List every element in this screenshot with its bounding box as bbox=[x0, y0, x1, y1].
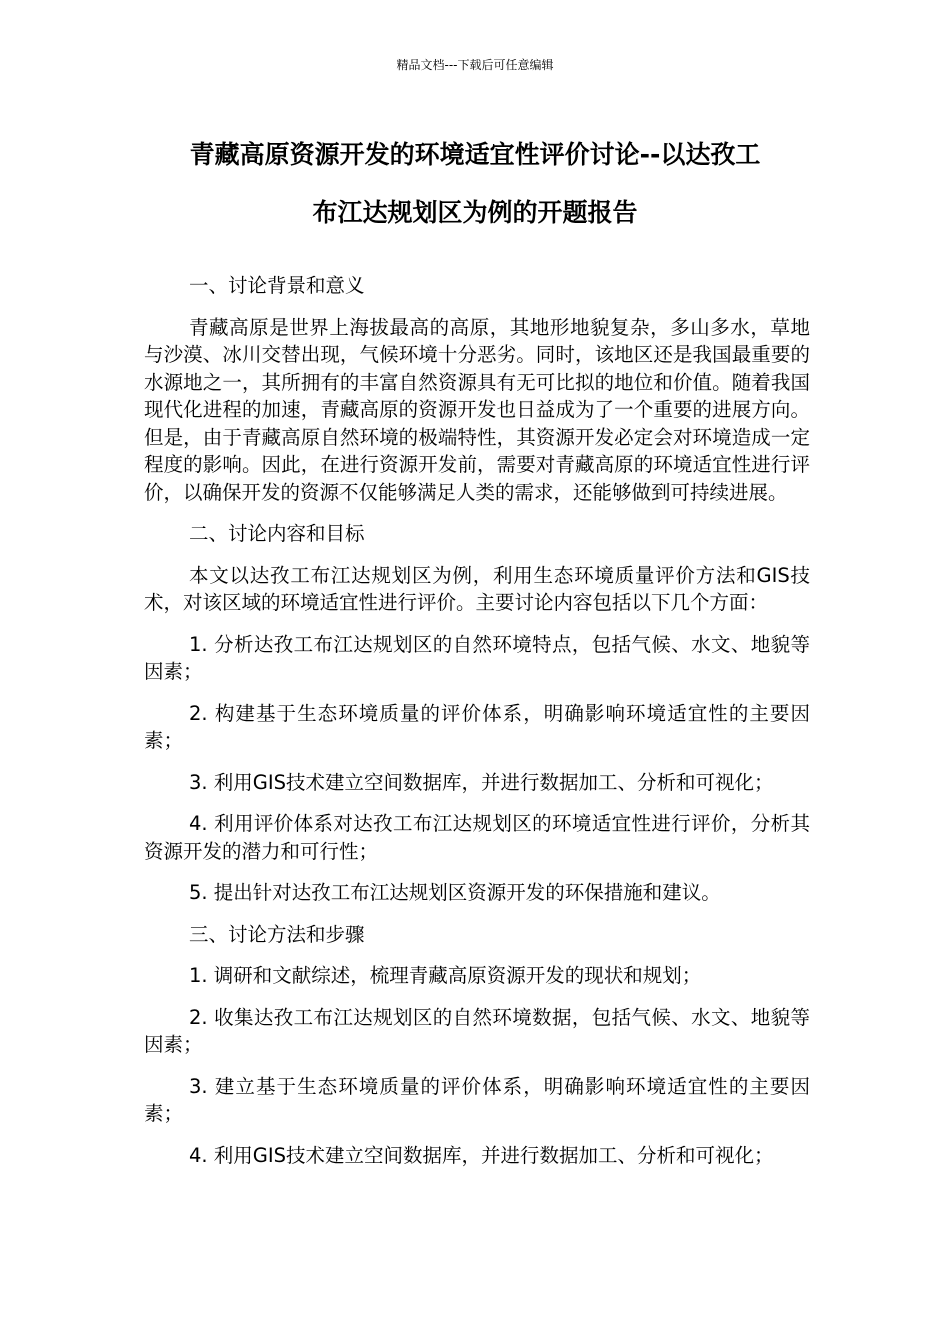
header-note: 精品文档---下载后可任意编辑 bbox=[396, 58, 554, 72]
paragraph-background: 青藏高原是世界上海拔最高的高原，其地形地貌复杂，多山多水，草地与沙漠、冰川交替出现，气候环境十分恶劣。同时，该地区还是我国最重要的水源地之一，其所拥有的丰富自然资源具有无可比拟的地位和价值。随着我国现代化进程的加速，青藏高原的资源开发也日益成为了一个重要的进展方向。但是，由于青藏高原自然环境的极端特性，其资源开发必定会对环境造成一定程度的影响。因此，在进行资源开发前，需要对青藏高原的环境适宜性进行评价，以确保开发的资源不仅能够满足人类的需求，还能够做到可持续进展。 bbox=[144, 315, 810, 504]
list-item: 5. 提出针对达孜工布江达规划区资源开发的环保措施和建议。 bbox=[189, 881, 721, 904]
document-body bbox=[144, 272, 810, 1183]
list-item: 2. 构建基于生态环境质量的评价体系，明确影响环境适宜性的主要因素； bbox=[144, 701, 810, 752]
list-item: 2. 收集达孜工布江达规划区的自然环境数据，包括气候、水文、地貌等因素； bbox=[144, 1005, 810, 1056]
list-item: 3. 利用GIS技术建立空间数据库，并进行数据加工、分析和可视化； bbox=[189, 770, 774, 794]
section-heading-methods: 三、讨论方法和步骤 bbox=[189, 922, 365, 946]
section-heading-background: 一、讨论背景和意义 bbox=[189, 274, 365, 297]
list-item: 4. 利用GIS技术建立空间数据库，并进行数据加工、分析和可视化； bbox=[189, 1143, 774, 1167]
document-title-line-2: 布江达规划区为例的开题报告 bbox=[312, 198, 638, 227]
list-item: 4. 利用评价体系对达孜工布江达规划区的环境适宜性进行评价，分析其资源开发的潜力和可行性； bbox=[144, 812, 810, 863]
list-item: 1. 调研和文献综述，梳理青藏高原资源开发的现状和规划； bbox=[189, 964, 702, 987]
document-title-line-1: 青藏高原资源开发的环境适宜性评价讨论--以达孜工 bbox=[189, 140, 761, 169]
list-item: 3. 建立基于生态环境质量的评价体系，明确影响环境适宜性的主要因素； bbox=[144, 1074, 810, 1125]
section-heading-content-goals: 二、讨论内容和目标 bbox=[189, 522, 365, 545]
list-item: 1. 分析达孜工布江达规划区的自然环境特点，包括气候、水文、地貌等因素； bbox=[144, 632, 810, 683]
paragraph-content-intro: 本文以达孜工布江达规划区为例，利用生态环境质量评价方法和GIS技术，对该区域的环境适宜性进行评价。主要讨论内容包括以下几个方面： bbox=[144, 563, 810, 614]
